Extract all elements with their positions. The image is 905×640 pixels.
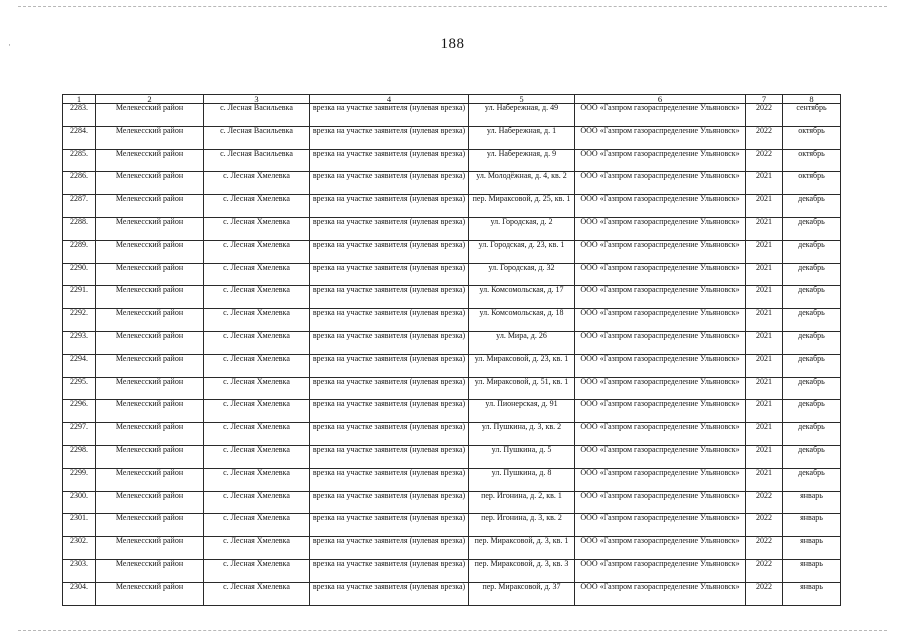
work-type-cell: врезка на участке заявителя (нулевая врезка) [310,423,469,446]
month-cell: декабрь [783,423,841,446]
organization-cell: ООО «Газпром газораспределение Ульяновск» [575,514,746,537]
locality-cell: с. Лесная Васильевка [204,126,310,149]
table-row [63,400,841,423]
district-cell: Мелекесский район [96,468,204,491]
address-cell: ул. Набережная, д. 9 [469,149,575,172]
work-type-cell: врезка на участке заявителя (нулевая врезка) [310,491,469,514]
address-cell: ул. Комсомольская, д. 17 [469,286,575,309]
year-cell: 2021 [746,331,783,354]
district-cell: Мелекесский район [96,354,204,377]
month-cell: январь [783,514,841,537]
year-cell: 2021 [746,217,783,240]
district-cell: Мелекесский район [96,514,204,537]
address-cell: ул. Пушкина, д. 3, кв. 2 [469,423,575,446]
organization-cell: ООО «Газпром газораспределение Ульяновск» [575,217,746,240]
organization-cell: ООО «Газпром газораспределение Ульяновск» [575,354,746,377]
table-row [63,582,841,605]
table-row [63,377,841,400]
table-row [63,286,841,309]
address-cell: ул. Городская, д. 2 [469,217,575,240]
table-row [63,217,841,240]
table-row [63,468,841,491]
year-cell: 2022 [746,582,783,605]
month-cell: октябрь [783,126,841,149]
year-cell: 2021 [746,377,783,400]
row-number: 2292. [63,309,96,332]
address-cell: ул. Мираксовой, д. 23, кв. 1 [469,354,575,377]
column-number: 2 [96,95,204,104]
table-row [63,126,841,149]
locality-cell: с. Лесная Хмелевка [204,195,310,218]
year-cell: 2021 [746,309,783,332]
month-cell: октябрь [783,172,841,195]
month-cell: январь [783,537,841,560]
row-number: 2283. [63,104,96,127]
address-cell: ул. Пушкина, д. 8 [469,468,575,491]
work-type-cell: врезка на участке заявителя (нулевая врезка) [310,582,469,605]
organization-cell: ООО «Газпром газораспределение Ульяновск» [575,149,746,172]
district-cell: Мелекесский район [96,582,204,605]
organization-cell: ООО «Газпром газораспределение Ульяновск» [575,331,746,354]
district-cell: Мелекесский район [96,423,204,446]
district-cell: Мелекесский район [96,149,204,172]
address-cell: пер. Мираксовой, д. 25, кв. 1 [469,195,575,218]
register-rows [63,104,841,606]
organization-cell: ООО «Газпром газораспределение Ульяновск» [575,309,746,332]
organization-cell: ООО «Газпром газораспределение Ульяновск» [575,377,746,400]
scan-edge-mark: · [8,40,11,50]
work-type-cell: врезка на участке заявителя (нулевая врезка) [310,195,469,218]
table-row [63,172,841,195]
row-number: 2291. [63,286,96,309]
locality-cell: с. Лесная Васильевка [204,149,310,172]
work-type-cell: врезка на участке заявителя (нулевая врезка) [310,559,469,582]
district-cell: Мелекесский район [96,491,204,514]
locality-cell: с. Лесная Хмелевка [204,537,310,560]
row-number: 2285. [63,149,96,172]
month-cell: октябрь [783,149,841,172]
page-number: 188 [440,36,465,52]
work-type-cell: врезка на участке заявителя (нулевая врезка) [310,217,469,240]
month-cell: декабрь [783,263,841,286]
work-type-cell: врезка на участке заявителя (нулевая врезка) [310,309,469,332]
organization-cell: ООО «Газпром газораспределение Ульяновск» [575,491,746,514]
month-cell: декабрь [783,217,841,240]
address-cell: пер. Мираксовой, д. 37 [469,582,575,605]
work-type-cell: врезка на участке заявителя (нулевая врезка) [310,331,469,354]
organization-cell: ООО «Газпром газораспределение Ульяновск» [575,240,746,263]
year-cell: 2021 [746,263,783,286]
column-number: 8 [783,95,841,104]
address-cell: ул. Набережная, д. 49 [469,104,575,127]
district-cell: Мелекесский район [96,400,204,423]
table-row [63,354,841,377]
district-cell: Мелекесский район [96,104,204,127]
address-cell: ул. Городская, д. 32 [469,263,575,286]
month-cell: январь [783,491,841,514]
scan-top-line [18,6,887,7]
row-number: 2289. [63,240,96,263]
month-cell: декабрь [783,468,841,491]
row-number: 2300. [63,491,96,514]
table-row [63,537,841,560]
locality-cell: с. Лесная Хмелевка [204,172,310,195]
year-cell: 2022 [746,149,783,172]
year-cell: 2021 [746,468,783,491]
year-cell: 2022 [746,126,783,149]
address-cell: ул. Набережная, д. 1 [469,126,575,149]
organization-cell: ООО «Газпром газораспределение Ульяновск» [575,286,746,309]
year-cell: 2021 [746,172,783,195]
address-cell: ул. Мира, д. 26 [469,331,575,354]
year-cell: 2021 [746,240,783,263]
month-cell: декабрь [783,354,841,377]
district-cell: Мелекесский район [96,195,204,218]
locality-cell: с. Лесная Хмелевка [204,217,310,240]
address-cell: пер. Мираксовой, д. 3, кв. 3 [469,559,575,582]
district-cell: Мелекесский район [96,263,204,286]
locality-cell: с. Лесная Хмелевка [204,468,310,491]
row-number: 2286. [63,172,96,195]
year-cell: 2021 [746,445,783,468]
row-number: 2288. [63,217,96,240]
row-number: 2301. [63,514,96,537]
column-number: 7 [746,95,783,104]
address-cell: ул. Комсомольская, д. 18 [469,309,575,332]
month-cell: январь [783,559,841,582]
table-row [63,263,841,286]
district-cell: Мелекесский район [96,126,204,149]
work-type-cell: врезка на участке заявителя (нулевая врезка) [310,400,469,423]
work-type-cell: врезка на участке заявителя (нулевая врезка) [310,468,469,491]
district-cell: Мелекесский район [96,331,204,354]
district-cell: Мелекесский район [96,537,204,560]
district-cell: Мелекесский район [96,217,204,240]
locality-cell: с. Лесная Хмелевка [204,445,310,468]
work-type-cell: врезка на участке заявителя (нулевая врезка) [310,514,469,537]
month-cell: декабрь [783,195,841,218]
locality-cell: с. Лесная Хмелевка [204,491,310,514]
year-cell: 2021 [746,195,783,218]
address-cell: ул. Пионерская, д. 91 [469,400,575,423]
year-cell: 2021 [746,400,783,423]
organization-cell: ООО «Газпром газораспределение Ульяновск» [575,445,746,468]
row-number: 2298. [63,445,96,468]
organization-cell: ООО «Газпром газораспределение Ульяновск» [575,559,746,582]
address-cell: ул. Молодёжная, д. 4, кв. 2 [469,172,575,195]
year-cell: 2021 [746,354,783,377]
row-number: 2290. [63,263,96,286]
locality-cell: с. Лесная Хмелевка [204,354,310,377]
row-number: 2304. [63,582,96,605]
locality-cell: с. Лесная Хмелевка [204,514,310,537]
work-type-cell: врезка на участке заявителя (нулевая врезка) [310,126,469,149]
month-cell: декабрь [783,377,841,400]
organization-cell: ООО «Газпром газораспределение Ульяновск» [575,582,746,605]
address-cell: ул. Мираксовой, д. 51, кв. 1 [469,377,575,400]
work-type-cell: врезка на участке заявителя (нулевая врезка) [310,537,469,560]
column-number: 3 [204,95,310,104]
locality-cell: с. Лесная Хмелевка [204,263,310,286]
district-cell: Мелекесский район [96,286,204,309]
table-row [63,559,841,582]
column-number-header [63,95,841,104]
organization-cell: ООО «Газпром газораспределение Ульяновск» [575,263,746,286]
row-number: 2287. [63,195,96,218]
locality-cell: с. Лесная Хмелевка [204,423,310,446]
month-cell: сентябрь [783,104,841,127]
locality-cell: с. Лесная Хмелевка [204,400,310,423]
district-cell: Мелекесский район [96,172,204,195]
district-cell: Мелекесский район [96,240,204,263]
locality-cell: с. Лесная Хмелевка [204,559,310,582]
month-cell: декабрь [783,331,841,354]
district-cell: Мелекесский район [96,377,204,400]
year-cell: 2022 [746,514,783,537]
district-cell: Мелекесский район [96,309,204,332]
month-cell: декабрь [783,240,841,263]
organization-cell: ООО «Газпром газораспределение Ульяновск» [575,400,746,423]
work-type-cell: врезка на участке заявителя (нулевая врезка) [310,286,469,309]
district-cell: Мелекесский район [96,559,204,582]
column-number: 6 [575,95,746,104]
month-cell: декабрь [783,400,841,423]
work-type-cell: врезка на участке заявителя (нулевая врезка) [310,377,469,400]
locality-cell: с. Лесная Хмелевка [204,331,310,354]
locality-cell: с. Лесная Хмелевка [204,582,310,605]
address-cell: ул. Городская, д. 23, кв. 1 [469,240,575,263]
row-number: 2293. [63,331,96,354]
organization-cell: ООО «Газпром газораспределение Ульяновск» [575,423,746,446]
month-cell: декабрь [783,445,841,468]
year-cell: 2021 [746,423,783,446]
locality-cell: с. Лесная Хмелевка [204,377,310,400]
table-row [63,104,841,127]
address-cell: пер. Игонина, д. 2, кв. 1 [469,491,575,514]
organization-cell: ООО «Газпром газораспределение Ульяновск» [575,537,746,560]
work-type-cell: врезка на участке заявителя (нулевая врезка) [310,149,469,172]
organization-cell: ООО «Газпром газораспределение Ульяновск» [575,195,746,218]
work-type-cell: врезка на участке заявителя (нулевая врезка) [310,445,469,468]
row-number: 2299. [63,468,96,491]
row-number: 2295. [63,377,96,400]
month-cell: декабрь [783,286,841,309]
table-row [63,331,841,354]
year-cell: 2022 [746,491,783,514]
column-number: 1 [63,95,96,104]
row-number: 2294. [63,354,96,377]
month-cell: декабрь [783,309,841,332]
work-type-cell: врезка на участке заявителя (нулевая врезка) [310,354,469,377]
work-type-cell: врезка на участке заявителя (нулевая врезка) [310,104,469,127]
year-cell: 2022 [746,537,783,560]
row-number: 2284. [63,126,96,149]
address-cell: ул. Пушкина, д. 5 [469,445,575,468]
row-number: 2302. [63,537,96,560]
register-table [62,94,841,606]
district-cell: Мелекесский район [96,445,204,468]
table-row [63,445,841,468]
month-cell: январь [783,582,841,605]
table-row [63,514,841,537]
year-cell: 2022 [746,559,783,582]
table-row [63,149,841,172]
column-number-row [63,95,841,104]
locality-cell: с. Лесная Васильевка [204,104,310,127]
table-row [63,491,841,514]
row-number: 2303. [63,559,96,582]
organization-cell: ООО «Газпром газораспределение Ульяновск» [575,172,746,195]
table-row [63,195,841,218]
year-cell: 2022 [746,104,783,127]
table-row [63,240,841,263]
year-cell: 2021 [746,286,783,309]
locality-cell: с. Лесная Хмелевка [204,286,310,309]
locality-cell: с. Лесная Хмелевка [204,240,310,263]
row-number: 2297. [63,423,96,446]
locality-cell: с. Лесная Хмелевка [204,309,310,332]
column-number: 4 [310,95,469,104]
column-number: 5 [469,95,575,104]
scan-bottom-line [18,630,887,631]
organization-cell: ООО «Газпром газораспределение Ульяновск» [575,104,746,127]
work-type-cell: врезка на участке заявителя (нулевая врезка) [310,240,469,263]
address-cell: пер. Мираксовой, д. 3, кв. 1 [469,537,575,560]
table-row [63,423,841,446]
row-number: 2296. [63,400,96,423]
organization-cell: ООО «Газпром газораспределение Ульяновск» [575,126,746,149]
table-row [63,309,841,332]
organization-cell: ООО «Газпром газораспределение Ульяновск» [575,468,746,491]
work-type-cell: врезка на участке заявителя (нулевая врезка) [310,263,469,286]
address-cell: пер. Игонина, д. 3, кв. 2 [469,514,575,537]
work-type-cell: врезка на участке заявителя (нулевая врезка) [310,172,469,195]
